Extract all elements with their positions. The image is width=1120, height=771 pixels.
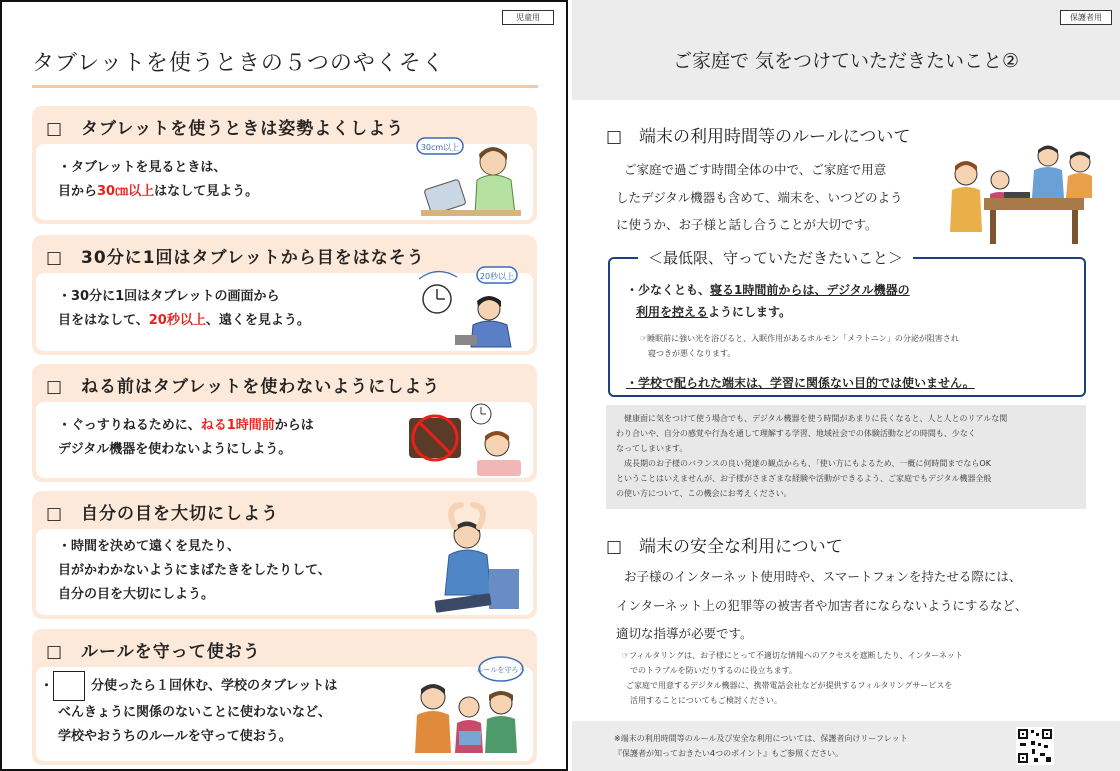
page-title: タブレットを使うときの５つのやくそく bbox=[32, 46, 538, 88]
family-rules-illustration bbox=[409, 655, 525, 755]
student-tag: 児童用 bbox=[502, 10, 554, 25]
svg-text:30cm以上: 30cm以上 bbox=[420, 143, 460, 152]
rule-heading: □ ルールを守って使おう bbox=[46, 642, 261, 662]
clock-boy-illustration bbox=[415, 259, 525, 351]
girl-tablet-illustration bbox=[415, 132, 525, 220]
section-paragraph: 適切な指導が必要です。 bbox=[616, 626, 753, 641]
section-paragraph: したデジタル機器も含めて、端末を、いつどのよう bbox=[616, 190, 903, 205]
section-heading-usage-rules: □ 端末の利用時間等のルールについて bbox=[606, 127, 911, 147]
minimum-rules-box bbox=[608, 257, 1086, 397]
rule-heading: □ 自分の目を大切にしよう bbox=[46, 504, 280, 524]
no-tablet-bedtime-illustration bbox=[405, 390, 525, 478]
rule-text: ・ 分使ったら１回休む、学校のタブレットは べんきょうに関係のないことに使わないなど、 学校やおうちのルールを守って使おう。 bbox=[40, 671, 337, 749]
svg-text:20秒以上: 20秒以上 bbox=[479, 272, 515, 281]
rule-text: ・ぐっすりねるために、ねる1時間前からは デジタル機器を使わないようにしよう。 bbox=[58, 418, 314, 457]
rule-card-posture bbox=[32, 106, 537, 224]
box-rule-school-device: ・学校で配られた端末は、学習に関係ない目的では使いません。 bbox=[626, 376, 975, 390]
stretching-boy-illustration bbox=[415, 499, 525, 615]
rule-heading: □ ねる前はタブレットを使わないようにしよう bbox=[46, 377, 441, 397]
filtering-note: ☞フィルタリングは、お子様にとって不適切な情報へのアクセスを遮断したり、インターネット でのトラブルを防いだりするのに役立ちます。 ご家庭で用意するデジタル機器に、携帯電話会社などが提供するフィルタリングサービスを 活用することについてもご検討ください。 bbox=[622, 651, 963, 705]
minutes-blank-field[interactable] bbox=[53, 671, 85, 701]
section-paragraph: ご家庭で過ごす時間全体の中で、ご家庭で用意 bbox=[624, 162, 887, 177]
health-note-panel bbox=[606, 405, 1086, 509]
family-discussion-illustration bbox=[944, 140, 1094, 246]
rule-body bbox=[36, 402, 533, 478]
rule-card-rules bbox=[32, 629, 537, 765]
section-heading-safe-use: □ 端末の安全な利用について bbox=[606, 537, 843, 557]
page-title: ご家庭で 気をつけていただきたいこと② bbox=[672, 50, 1020, 72]
parent-page bbox=[572, 0, 1120, 771]
rule-text: ・時間を決めて遠くを見たり、 目がかわかないようにまばたきをしたりして、 自分の目を大切にしよう。 bbox=[58, 539, 331, 602]
section-paragraph: に使うか、お子様と話し合うことが大切です。 bbox=[616, 217, 878, 232]
rule-body bbox=[36, 529, 533, 615]
box-title: ＜最低限、守っていただきたいこと＞ bbox=[638, 247, 913, 268]
box-rule-sleep: ・少なくとも、寝る1時間前からは、デジタル機器の bbox=[626, 283, 910, 297]
rule-card-bedtime bbox=[32, 364, 537, 482]
rule-card-eyes bbox=[32, 491, 537, 619]
box-rule-sleep-line2: 利用を控えるようにします。 bbox=[636, 305, 792, 319]
rule-heading: □ 30分に1回はタブレットから目をはなそう bbox=[46, 248, 425, 268]
section-paragraph: お子様のインターネット使用時や、スマートフォンを持たせる際には、 bbox=[624, 569, 1022, 584]
rule-body bbox=[36, 273, 533, 351]
rule-text: ・タブレットを見るときは、 目から30㎝以上はなして見よう。 bbox=[58, 160, 259, 199]
svg-text:ルールを守ろう: ルールを守ろう bbox=[476, 666, 525, 674]
qr-code-icon[interactable] bbox=[1016, 727, 1054, 765]
rule-card-30min bbox=[32, 235, 537, 355]
rule-body bbox=[36, 144, 533, 220]
footer-note: ※端末の利用時間等のルール及び安全な利用については、保護者向けリーフレット 『保護者が知っておきたい4つのポイント』もご参照ください。 bbox=[614, 734, 908, 758]
section-paragraph: インターネット上の犯罪等の被害者や加害者にならないようにするなど、 bbox=[616, 598, 1028, 613]
footer bbox=[572, 721, 1120, 771]
parent-tag: 保護者用 bbox=[1060, 10, 1112, 25]
rule-body bbox=[36, 667, 533, 761]
rule-text: ・30分に1回はタブレットの画面から 目をはなして、20秒以上、遠くを見よう。 bbox=[58, 289, 310, 328]
box-note: ☞睡眠前に強い光を浴びると、入眠作用があるホルモン「メラトニン」の分泌が阻害され 寝つきが悪くなります。 bbox=[640, 334, 959, 358]
health-note-text: 健康面に気をつけて使う場合でも、デジタル機器を使う時間があまりに長くなると、人と人とのリアルな関 わり合いや、自分の感覚や行為を通して理解する学習、地域社会での体験活動などの時間も、少なく なってしまいます。 成長期のお子様のバランスの良い発達の観点からも、「使い方にもよるため、一概に何時間までならOK ということはいえませんが、お子様がさまざまな経験や活動ができるよう、ご家庭でもデジタル機器全般 の使い方について、この機会にお考えください。 bbox=[616, 414, 1008, 498]
rule-heading: □ タブレットを使うときは姿勢よくしよう bbox=[46, 119, 405, 139]
